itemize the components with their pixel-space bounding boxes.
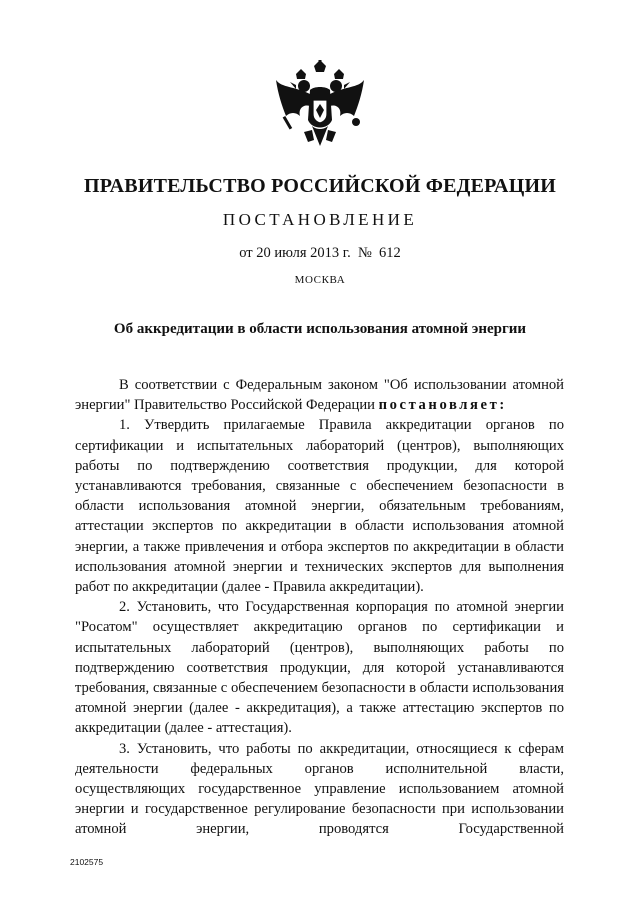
coat-of-arms-emblem-icon	[274, 60, 366, 156]
document-type: ПОСТАНОВЛЕНИЕ	[222, 210, 418, 229]
paragraph-2: 2. Установить, что Государственная корпорация по атомной энергии "Росатом" осуществляет аккредитацию органов по сертификации и испытательных лабораторий (центров), выполняющих работы по подтверждению соответствия продукции, для которой устанавливаются требования, связанные с обеспечением безопасности в области использования атомной энергии (далее - аккредитация), а также аттестацию экспертов по аккредитации (далее - аттестация).	[75, 599, 564, 737]
government-title: ПРАВИТЕЛЬСТВО РОССИЙСКОЙ ФЕДЕРАЦИИ	[84, 175, 556, 197]
decree-word: постановляет:	[378, 397, 507, 414]
paragraph-3: 3. Установить, что работы по аккредитации, относящиеся к сферам деятельности федеральных органов исполнительной власти, осуществляющих государственное управление использованием атомной энергии и государственное регулирование безопасности при использовании атомной энергии, проводятся Государственной	[75, 740, 564, 838]
intro-text: В соответствии с Федеральным законом "Об использовании атомной энергии" Правительство Российской Федерации	[75, 377, 564, 414]
document-city: МОСКВА	[294, 274, 346, 286]
document-body	[75, 375, 564, 840]
intro-paragraph	[75, 375, 564, 415]
document-subject: Об аккредитации в области использования атомной энергии	[113, 321, 527, 337]
paragraph-1: 1. Утвердить прилагаемые Правила аккредитации органов по сертификации и испытательных лабораторий (центров), выполняющих работы по подтверждению соответствия продукции, для которой устанавливаются требования, связанные с обеспечением безопасности в области использования атомной энергии, обязательным требованиям, аттестации экспертов по аккредитации в области использования атомной энергии, а также привлечения и отбора экспертов по аккредитации в области использования атомной энергии и технических экспертов для выполнения работ по аккредитации (далее - Правила аккредитации).	[75, 417, 564, 596]
document-date-number: от 20 июля 2013 г. № 612	[239, 245, 401, 261]
document-code: 2102575	[70, 857, 104, 867]
